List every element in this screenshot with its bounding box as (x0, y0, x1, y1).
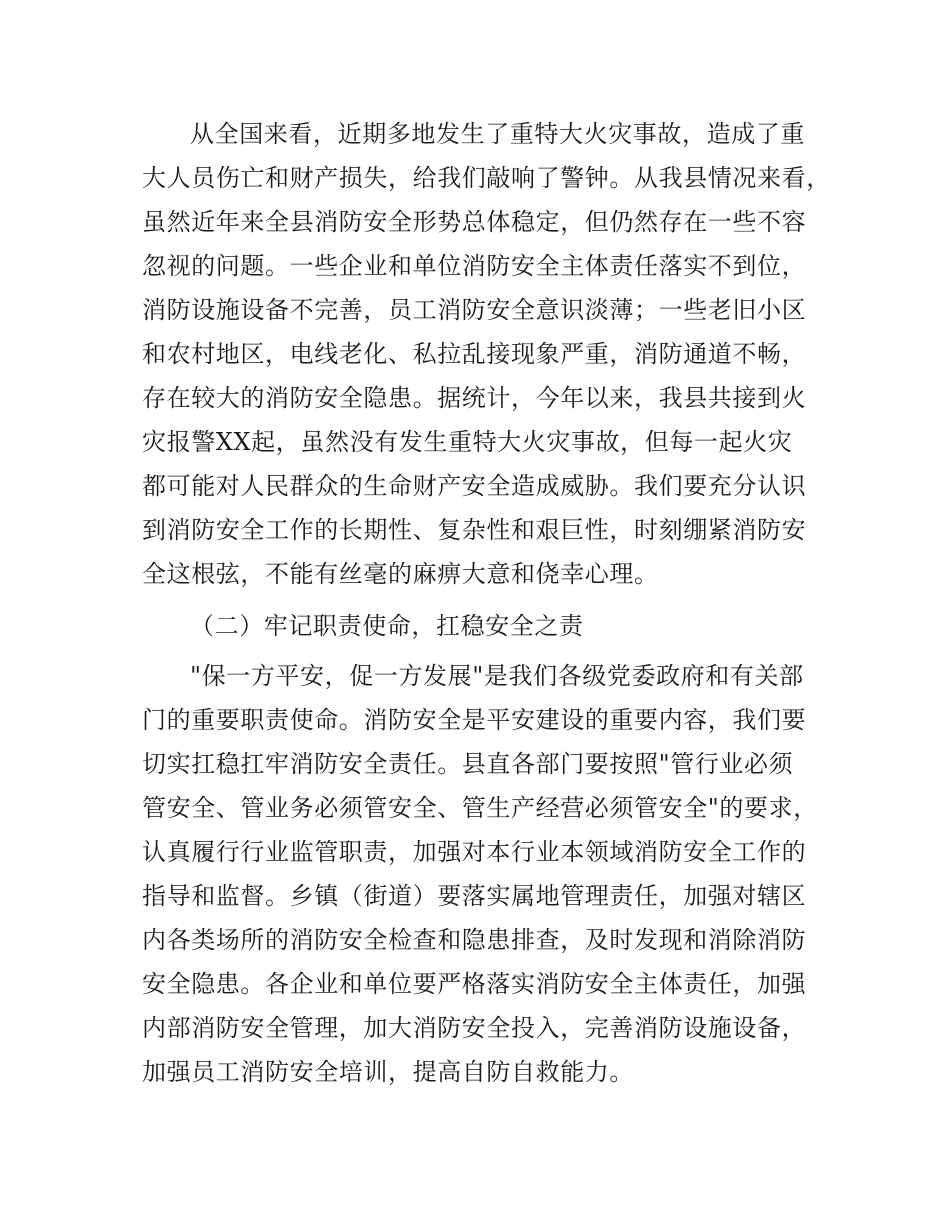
paragraph-1-line-9: 都可能对人民群众的生命财产安全造成威胁。我们要充分认识 (142, 472, 807, 500)
paragraph-1-line-1: 从全国来看，近期多地发生了重特大火灾事故，造成了重 (190, 120, 805, 148)
paragraph-1-line-8: 灾报警XX起，虽然没有发生重特大火灾事故，但每一起火灾 (142, 428, 793, 456)
paragraph-1-line-10: 到消防安全工作的长期性、复杂性和艰巨性，时刻绷紧消防安 (142, 516, 807, 544)
paragraph-2-line-2: 门的重要职责使命。消防安全是平安建设的重要内容，我们要 (142, 706, 807, 734)
paragraph-2-line-3: 切实扛稳扛牢消防安全责任。县直各部门要按照"管行业必须 (142, 750, 794, 778)
paragraph-2-line-8: 安全隐患。各企业和单位要严格落实消防安全主体责任，加强 (142, 970, 807, 998)
paragraph-2-line-7: 内各类场所的消防安全检查和隐患排查，及时发现和消除消防 (142, 926, 807, 954)
paragraph-1-line-6: 和农村地区，电线老化、私拉乱接现象严重，消防通道不畅， (142, 340, 807, 368)
paragraph-1-line-5: 消防设施设备不完善，员工消防安全意识淡薄；一些老旧小区 (142, 296, 807, 324)
paragraph-1-line-3: 虽然近年来全县消防安全形势总体稳定，但仍然存在一些不容 (142, 208, 807, 236)
paragraph-2-line-1: "保一方平安，促一方发展"是我们各级党委政府和有关部 (190, 662, 804, 690)
paragraph-2-line-10: 加强员工消防安全培训，提高自防自救能力。 (142, 1058, 634, 1086)
paragraph-1-line-11: 全这根弦，不能有丝毫的麻痹大意和侥幸心理。 (142, 560, 659, 588)
paragraph-1-line-7: 存在较大的消防安全隐患。据统计，今年以来，我县共接到火 (142, 384, 807, 412)
paragraph-1-line-2: 大人员伤亡和财产损失，给我们敲响了警钟。从我县情况来看， (142, 164, 831, 192)
paragraph-2-line-6: 指导和监督。乡镇（街道）要落实属地管理责任，加强对辖区 (142, 882, 807, 910)
section-heading: （二）牢记职责使命，扛稳安全之责 (190, 612, 584, 640)
paragraph-1-line-4: 忽视的问题。一些企业和单位消防安全主体责任落实不到位， (142, 252, 807, 280)
paragraph-2-line-4: 管安全、管业务必须管安全、管生产经营必须管安全"的要求， (142, 794, 818, 822)
paragraph-2-line-5: 认真履行行业监管职责，加强对本行业本领域消防安全工作的 (142, 838, 807, 866)
paragraph-2-line-9: 内部消防安全管理，加大消防安全投入，完善消防设施设备， (142, 1014, 807, 1042)
